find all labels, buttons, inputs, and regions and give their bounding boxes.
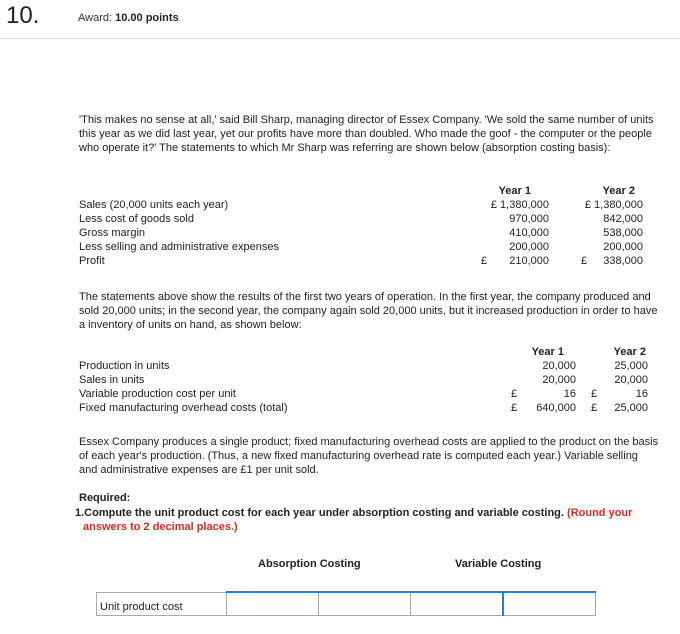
header-divider [0,38,680,39]
statement-value-year2: 338,000 [603,255,643,267]
header-cell-abs-y2 [319,574,411,592]
production-value-year2: 25,000 [614,402,648,414]
answer-table [96,574,596,616]
production-value-year1: 16 [563,388,576,400]
production-label: Production in units [79,360,170,372]
statement-value-year1: 210,000 [509,255,549,267]
instruction-text: 1.Compute the unit product cost for each year under absorption costing and variable costing. [75,507,564,519]
statement-value-year2: 200,000 [603,241,643,253]
rounding-note: (Round your [567,507,633,519]
production-value-year2: 25,000 [614,360,648,372]
header-cell-var-y1 [411,574,504,592]
required-heading: Required: [79,492,131,504]
statement-currency-year2: £ [581,255,588,267]
production-col-year2: Year 2 [613,346,646,358]
absorption-costing-header: Absorption Costing [258,558,361,570]
production-currency-year1: £ [511,402,518,414]
award-points: 10.00 points [115,12,179,24]
production-currency-year2: £ [591,402,598,414]
statement-value-year2: 842,000 [603,213,643,225]
statement-currency-year1: £ [481,255,488,267]
production-header [79,345,654,359]
production-col-year1: Year 1 [531,346,564,358]
intro-paragraph: 'This makes no sense at all,' said Bill Sharp, managing director of Essex Company. 'We sold the same number of units this year as we did last year, yet our profits have more than doubled. Who made the goof - the computer or the people who operate it?' The statements to which Mr Sharp was referring are shown below (absorption costing basis): [79,114,654,154]
statement-row [79,226,649,240]
statement-label: Profit [79,255,105,267]
production-row [79,387,654,401]
rounding-note-cont: answers to 2 decimal places.) [83,521,238,533]
bottom-paragraph: Essex Company produces a single product; fixed manufacturing overhead costs are applied to the product on the basis of each year's production. (Thus, a new fixed manufacturing overhead rate is computed each year.) Variable selling and administrative expenses are £1 per unit sold. [79,436,659,476]
income-statement [79,184,649,268]
variable-costing-header: Variable Costing [455,558,542,570]
abs-year1-input[interactable] [227,592,319,615]
statement-header [79,184,649,198]
unit-product-cost-row [97,592,596,615]
statement-col-year1: Year 1 [498,185,531,197]
production-currency-year1: £ [511,388,518,400]
statement-col-year2: Year 2 [602,185,635,197]
production-data [79,345,654,415]
statement-value-year2: 538,000 [603,227,643,239]
production-row [79,373,654,387]
production-value-year1: 20,000 [542,360,576,372]
production-label: Fixed manufacturing overhead costs (total) [79,402,288,414]
statement-row [79,212,649,226]
answer-table-header-row [97,574,596,592]
var-year2-input[interactable] [503,592,596,615]
production-label: Variable production cost per unit [79,388,236,400]
header-cell-abs-y1 [227,574,319,592]
statement-label: Gross margin [79,227,146,239]
statement-value-year1: £ 1,380,000 [490,199,549,211]
award-label [78,12,179,24]
statement-value-year1: 410,000 [509,227,549,239]
statement-label: Less selling and administrative expenses [79,241,279,253]
production-value-year1: 20,000 [542,374,576,386]
header-cell-var-y2 [503,574,596,592]
statement-value-year1: 200,000 [509,241,549,253]
production-label: Sales in units [79,374,145,386]
statement-value-year1: 970,000 [509,213,549,225]
production-row [79,401,654,415]
required-instruction [75,506,665,534]
statement-value-year2: £ 1,380,000 [584,199,643,211]
unit-product-cost-label: Unit product cost [97,592,227,615]
statement-row [79,240,649,254]
production-value-year1: 640,000 [536,402,576,414]
production-currency-year2: £ [591,388,598,400]
statement-row [79,198,649,212]
production-row [79,359,654,373]
statement-row [79,254,649,268]
statement-label: Sales (20,000 units each year) [79,199,229,211]
production-value-year2: 16 [635,388,648,400]
abs-year2-input[interactable] [319,592,411,615]
award-prefix: Award: [78,12,113,24]
statement-label: Less cost of goods sold [79,213,194,225]
var-year1-input[interactable] [411,592,504,615]
production-value-year2: 20,000 [614,374,648,386]
header-spacer [97,574,227,592]
question-number: 10. [6,2,40,29]
middle-paragraph: The statements above show the results of the first two years of operation. In the first year, the company produced and sold 20,000 units; in the second year, the company again sold 20,000 units, but it increased production in order to have a inventory of units on hand, as shown below: [79,291,658,331]
